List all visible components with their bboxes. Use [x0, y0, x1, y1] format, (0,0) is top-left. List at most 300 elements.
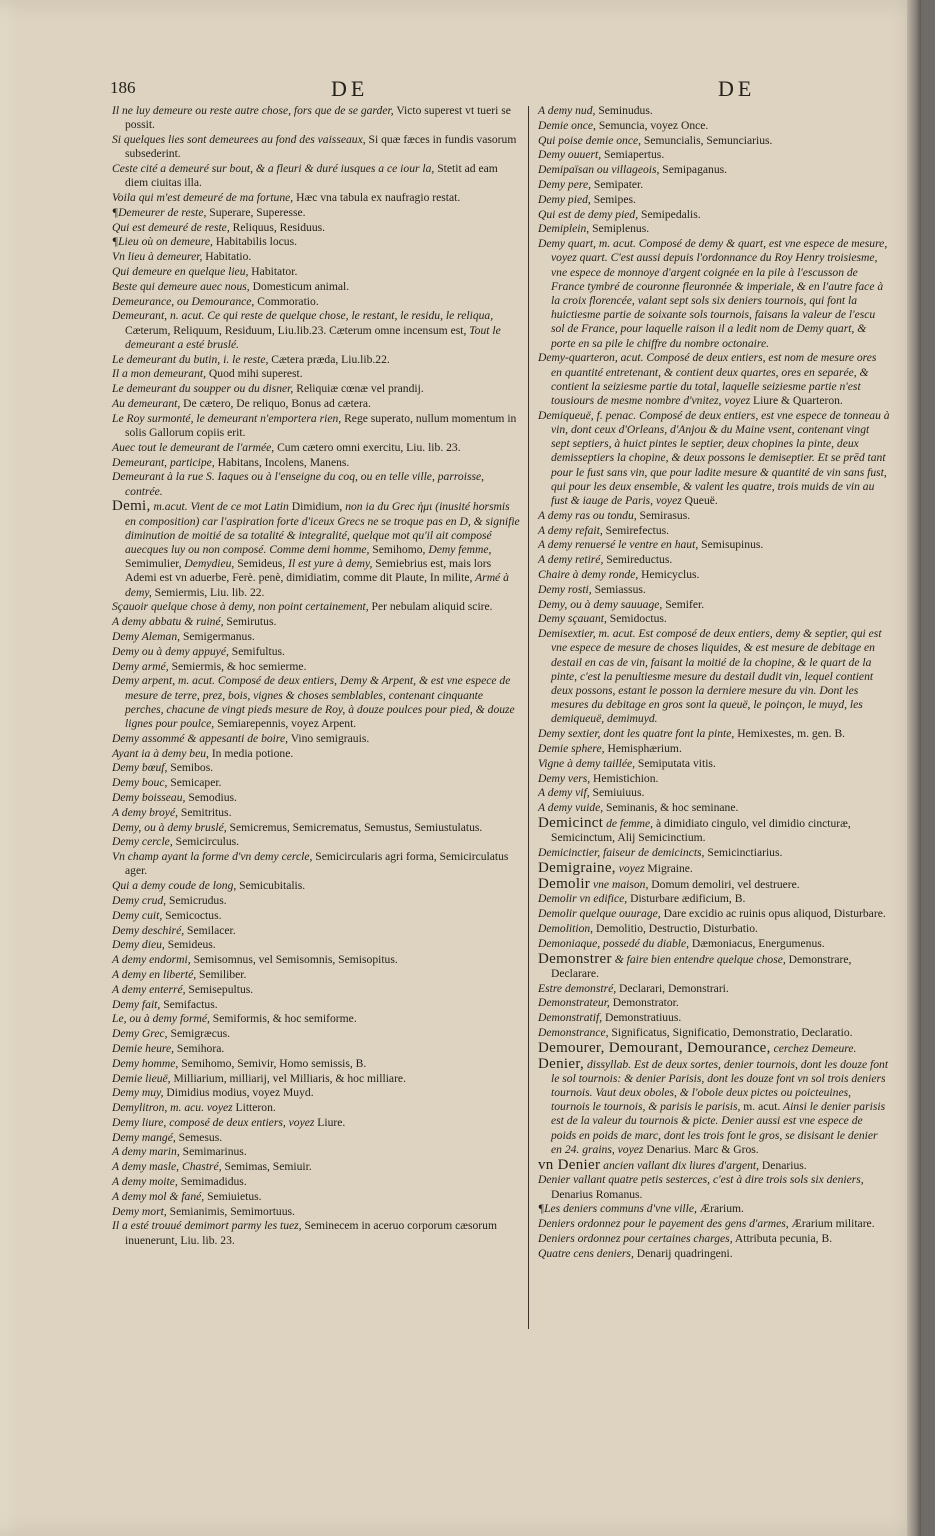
french-text: Demy, ou à demy sauuage, — [538, 597, 663, 611]
dictionary-entry — [538, 937, 890, 951]
french-text: Quatre cens deniers, — [538, 1246, 634, 1260]
french-text: Demy Aleman, — [112, 629, 181, 643]
latin-text: Liure. — [314, 1115, 346, 1129]
latin-text: Semisupinus. — [698, 538, 764, 552]
french-text: Qui poise demie once, — [538, 133, 642, 147]
french-text: Demie heure, — [112, 1041, 175, 1055]
french-text: Beste qui demeure auec nous, — [112, 279, 250, 293]
latin-text: Habitans, Incolens, Manens. — [214, 455, 350, 469]
latin-text: Denarius. — [759, 1158, 807, 1172]
french-text: Il a mon demeurant, — [112, 367, 207, 381]
latin-text: Seminecem in aceruo corporum cæsorum inuenerunt, Liu. lib. 23. — [125, 1219, 497, 1247]
page-number: 186 — [110, 78, 136, 97]
french-text: Demy boisseau, — [112, 790, 186, 804]
french-text: Le demeurant du soupper ou du disner, — [112, 382, 294, 396]
dictionary-entry — [538, 1158, 890, 1173]
french-text: A demy mol & fané, — [112, 1189, 205, 1203]
dictionary-entry — [538, 846, 890, 860]
latin-text: Semigræcus. — [167, 1027, 231, 1041]
french-text: Demy sextier, dont les quatre font la pinte, — [538, 727, 735, 741]
latin-text: Semipaganus. — [659, 163, 728, 177]
french-text: A demy broyé, — [112, 805, 178, 819]
french-text: Demie sphere, — [538, 742, 605, 755]
latin-text: Hemistichion. — [590, 771, 659, 785]
french-text: Vn lieu à demeurer, — [112, 250, 203, 264]
french-text: Denier vallant quatre petis sesterces, c'est à dire trois sols six deniers, — [538, 1173, 864, 1187]
dictionary-entry — [112, 1042, 520, 1056]
dictionary-entry — [112, 1145, 520, 1159]
french-text: Demy arpent, m. acut. Composé de deux entiers, Demy & Arpent, & est vne espece de mesure de terre, prez, bois, vignes & choses semblables, contenant cinquante perches, chacune de vingt pieds mesure de Roy, à douze poulces pour pied, & douze lignes pour poulce, — [112, 674, 515, 730]
latin-text: Dare excidio ac ruinis opus aliquod, Disturbare. — [660, 907, 886, 921]
french-text: Demonstrateur, — [538, 996, 610, 1010]
french-text: Demy cuit, — [112, 908, 163, 922]
dictionary-entry — [538, 892, 890, 906]
latin-text: Semimulier, — [125, 557, 182, 571]
french-text: Auec tout le demeurant de l'armée, — [112, 440, 275, 454]
latin-text: Victo superest vt tueri se possit. — [125, 104, 511, 132]
latin-text: Cætera præda, Liu.lib.22. — [268, 352, 390, 366]
latin-text: Habitatio. — [202, 250, 252, 264]
french-text: Deniers ordonnez pour le payement des gens d'armes, — [538, 1217, 789, 1231]
dictionary-entry — [112, 309, 520, 352]
latin-text: Vino semigrauis. — [288, 731, 370, 745]
dictionary-entry — [538, 1041, 890, 1056]
latin-text: Si quæ fæces in fundis vasorum subsederint. — [125, 133, 517, 161]
french-text: A demy abbatu & ruiné, — [112, 615, 224, 629]
latin-text: Hæc vna tabula ex naufragio restat. — [293, 191, 461, 204]
latin-text: Semigermanus. — [180, 629, 255, 643]
dictionary-entry — [538, 1026, 890, 1040]
latin-text: Semianimis, Semimortuus. — [166, 1204, 295, 1218]
latin-text: Semicircularis agri forma, Semicirculatus ager. — [125, 850, 509, 878]
latin-text: m. acut. — [740, 1100, 781, 1114]
french-text: Demy quart, m. acut. Composé de demy & quart, est vne espece de mesure, voyez quart. C'est aussi depuis l'ordonnance du Roy Henry troisiesme, vne espece de monnoye d'argent coignée en la pile à l'escusson de France tymbré de couronne fleuronnée & imperiale, & en l'autre face à la croix florencée, valant sept sols six deniers tournois, qui font la huictiesme partie de soixante sols tournois, faisans la valeur de l'escu sol de France, pour laquelle raison il a ledit nom de Demy quart, & porte en sa pile le chiffre du nombre octonaire. — [538, 237, 888, 350]
french-text: A demy endormi, — [112, 953, 191, 967]
latin-text: Cæterum, Reliquum, Residuum, Liu.lib.23. Cæterum omne incensum est, — [125, 323, 467, 337]
running-head-left: DE — [331, 76, 369, 101]
dictionary-entry — [112, 821, 520, 835]
dictionary-entry — [112, 1160, 520, 1174]
french-text: Demie lieuë, — [112, 1071, 171, 1085]
dictionary-entry — [112, 353, 520, 367]
french-text: Demy assommé & appesanti de boire, — [112, 731, 289, 745]
dictionary-entry — [112, 104, 520, 132]
latin-text: Semiliber. — [196, 967, 247, 981]
latin-text: Disturbare ædificium, B. — [627, 892, 746, 906]
latin-text: Semihora. — [174, 1041, 225, 1055]
headword: Demicinct — [538, 814, 604, 831]
headword: Denier, — [538, 1055, 585, 1072]
latin-text: Semodius. — [185, 790, 237, 804]
french-text: Ceste cité a demeuré sur bout, & a fleuri & duré iusques a ce iour la, — [112, 162, 435, 175]
latin-text: Semihomo, — [369, 542, 426, 556]
french-text: Demeurance, ou Demourance, — [112, 294, 255, 308]
french-text: Demy rosti, — [538, 582, 592, 596]
dictionary-entry — [538, 598, 890, 612]
french-text: de femme, — [603, 816, 654, 830]
latin-text: Dimidium, — [288, 500, 343, 514]
latin-text: Denarius Romanus. — [551, 1187, 643, 1201]
latin-text: Semireductus. — [603, 553, 673, 567]
dictionary-entry — [538, 1217, 890, 1231]
french-text: Demiplein, — [538, 222, 590, 236]
latin-text: Semicrudus. — [166, 893, 227, 907]
dictionary-entry — [538, 208, 890, 222]
dictionary-entry — [112, 1086, 520, 1100]
dictionary-entry — [538, 538, 890, 552]
french-text: Demie once, — [538, 118, 596, 132]
french-text: Demy muy, — [112, 1086, 164, 1100]
latin-text: Attributa pecunia, B. — [732, 1231, 833, 1245]
latin-text: Denarij quadringeni. — [633, 1246, 733, 1260]
dictionary-entry — [112, 470, 520, 498]
dictionary-entry — [538, 982, 890, 996]
dictionary-entry — [112, 456, 520, 470]
french-text: A demy retiré, — [538, 553, 604, 567]
dictionary-entry — [538, 801, 890, 815]
french-text: vne maison, — [590, 877, 649, 891]
latin-text: Semiputata vitis. — [635, 756, 716, 770]
latin-text: Semimas, Semiuir. — [221, 1160, 312, 1174]
french-text: Armé à demy, — [125, 571, 509, 599]
latin-text: Seminanis, & hoc seminane. — [603, 801, 739, 815]
right-column — [538, 104, 890, 1262]
french-text: A demy nud, — [538, 104, 596, 117]
latin-text: Habitabilis locus. — [212, 235, 297, 249]
french-text: Demy deschiré, — [112, 923, 185, 937]
latin-text: Milliarium, milliarij, vel Milliaris, & hoc milliare. — [170, 1071, 406, 1085]
latin-text: Hemixestes, m. gen. B. — [734, 727, 846, 741]
latin-text: Semitritus. — [178, 805, 232, 819]
dictionary-entry — [112, 295, 520, 309]
french-text: Demeurant, participe, — [112, 455, 215, 469]
dictionary-entry — [112, 235, 520, 249]
french-text: A demy refait, — [538, 523, 603, 537]
latin-text: Semicubitalis. — [236, 879, 306, 893]
french-text: Demipaïsan ou villageois, — [538, 163, 660, 177]
dictionary-entry — [112, 630, 520, 644]
latin-text: Semilacer. — [184, 923, 236, 937]
dictionary-entry — [112, 1012, 520, 1026]
french-text: Demy vers, — [538, 771, 591, 785]
dictionary-entry — [112, 412, 520, 440]
dictionary-entry — [112, 909, 520, 923]
latin-text: Reliquus, Residuus. — [229, 220, 326, 234]
dictionary-entry — [112, 191, 520, 205]
french-text: Qui est de demy pied, — [538, 207, 639, 221]
latin-text: Semihomo, Semivir, Homo semissis, B. — [178, 1056, 367, 1070]
french-text: A demy vuide, — [538, 801, 604, 815]
latin-text: Semimadidus. — [177, 1175, 247, 1189]
running-head — [0, 76, 907, 106]
dictionary-entry — [112, 850, 520, 878]
french-text: Demy Grec, — [112, 1027, 168, 1041]
latin-text: Declarari, Demonstrari. — [616, 981, 729, 995]
dictionary-entry — [538, 1202, 890, 1216]
latin-text: Semibos. — [167, 761, 214, 775]
latin-text: Semicirculus. — [172, 835, 240, 849]
latin-text: Semidoctus. — [606, 612, 667, 626]
latin-text: Semisomnus, vel Semisomnis, Semisopitus. — [190, 953, 398, 967]
dictionary-entry — [112, 1175, 520, 1189]
column-divider — [528, 106, 529, 1329]
headword: Demolir — [538, 875, 591, 892]
latin-text: Semiuiuus. — [589, 786, 645, 800]
page-edge — [907, 0, 921, 1536]
french-text: Qui a demy coude de long, — [112, 879, 237, 893]
latin-text: Dæmoniacus, Energumenus. — [689, 936, 825, 950]
latin-text: à dimidiato cingulo, vel dimidio cincturæ, Semicinctum, Alij Semicinctium. — [551, 816, 851, 845]
dictionary-entry — [538, 193, 890, 207]
french-text: A demy en liberté, — [112, 967, 197, 981]
latin-text: Semuncialis, Semunciarius. — [641, 133, 773, 147]
latin-text: Domesticum animal. — [249, 279, 350, 293]
french-text: Demoniaque, possedé du diable, — [538, 936, 690, 950]
latin-text: Semimarinus. — [179, 1145, 247, 1159]
dictionary-entry — [112, 968, 520, 982]
french-text: A demy moite, — [112, 1175, 178, 1189]
latin-text: Significatus, Significatio, Demonstratio, Declaratio. — [608, 1025, 853, 1039]
dictionary-entry — [538, 996, 890, 1010]
french-text: Le Roy surmonté, le demeurant n'emportera rien, — [112, 411, 342, 425]
latin-text: Semifultus. — [228, 644, 285, 658]
latin-text: Semuncia, voyez Once. — [595, 118, 709, 132]
dictionary-entry — [112, 1219, 520, 1247]
french-text: Demy bœuf, — [112, 761, 168, 775]
dictionary-entry — [112, 133, 520, 161]
dictionary-entry — [112, 367, 520, 381]
dictionary-entry — [112, 441, 520, 455]
latin-text: Semipater. — [591, 177, 644, 191]
latin-text: Semifer. — [662, 597, 705, 611]
latin-text: Semiassus. — [591, 582, 646, 596]
dictionary-entry — [538, 104, 890, 118]
french-text: Demisextier, m. acut. Est composé de deux entiers, demy & septier, qui est vne espece de mesure de choses liquides, & est mesure de debitage en destail en cas de vin, faisant la moitié de la chopine, & le quart de la pinte, c'est la penultiesme mesure du destail dudit vin, lequel contient deux possons, estant le posson la derniere mesure du vin. Dont les mesures du debitage en gros sont la queuë, le poinçon, le muyd, les demiqueuë, demimuyd. — [538, 627, 882, 726]
french-text: A demy renuersé le ventre en haut, — [538, 538, 699, 552]
latin-text: Semiermis, & hoc semierme. — [168, 659, 307, 673]
latin-text: Stetit ad eam diem ciuitas illa. — [125, 162, 498, 190]
dictionary-entry — [112, 382, 520, 396]
dictionary-entry — [112, 938, 520, 952]
dictionary-entry — [538, 877, 890, 892]
french-text: Le, ou à demy formé, — [112, 1012, 210, 1026]
dictionary-entry — [112, 791, 520, 805]
dictionary-entry — [112, 747, 520, 761]
headword: Demigraine, — [538, 859, 616, 876]
french-text: voyez — [615, 861, 645, 875]
dictionary-entry — [112, 953, 520, 967]
french-text: Qui demeure en quelque lieu, — [112, 264, 249, 278]
french-text: Deniers ordonnez pour certaines charges, — [538, 1231, 733, 1245]
dictionary-entry — [112, 1116, 520, 1130]
french-text: Vigne à demy taillée, — [538, 756, 636, 770]
dictionary-entry — [538, 1173, 890, 1201]
dictionary-entry — [112, 732, 520, 746]
dictionary-entry — [538, 627, 890, 726]
dictionary-entry — [538, 553, 890, 567]
dictionary-entry — [538, 583, 890, 597]
dictionary-entry — [112, 162, 520, 190]
dictionary-entry — [112, 1101, 520, 1115]
french-text: Demy bouc, — [112, 776, 168, 790]
french-text: Demy-quarteron, acut. Composé de deux entiers, est nom de mesure ores en quantité entretenant, & contient deux quartes, ores en separée, & contient la seiziesme partie du total, laquelle seiziesme partie n'est tousiours de mesme nombre d'vnitez, voyez — [538, 351, 877, 407]
dictionary-entry — [112, 660, 520, 674]
dictionary-entry — [538, 612, 890, 626]
french-text: Il ne luy demeure ou reste autre chose, fors que de se garder, — [112, 104, 394, 117]
dictionary-entry — [112, 1131, 520, 1145]
french-text: Demeurant à la rue S. Iaques ou à l'enseigne du coq, ou en telle ville, parroisse, contrée. — [112, 470, 485, 498]
dictionary-entry — [538, 237, 890, 351]
latin-text: Reliquiæ cœnæ vel prandij. — [293, 382, 424, 396]
latin-text: Queuë. — [681, 494, 718, 508]
french-text: Demeurant, n. acut. Ce qui reste de quelque chose, le restant, le residu, le reliqua, — [112, 309, 494, 323]
french-text: Demylitron, m. acu. voyez — [112, 1101, 233, 1115]
latin-text: Semiapertus. — [601, 148, 665, 162]
dictionary-entry — [538, 351, 890, 408]
latin-text: Rege superato, nullum momentum in solis Gallorum copiis erit. — [125, 411, 517, 439]
latin-text: Marc & Gros. — [691, 1142, 759, 1156]
dictionary-entry — [112, 776, 520, 790]
dictionary-entry — [538, 786, 890, 800]
french-text: Voila qui m'est demeuré de ma fortune, — [112, 191, 294, 204]
dictionary-entry — [538, 568, 890, 582]
dictionary-entry — [538, 1011, 890, 1025]
dictionary-entry — [112, 806, 520, 820]
dictionary-entry — [112, 206, 520, 220]
latin-text: Semirefectus. — [602, 523, 670, 537]
latin-text: Semiarepennis, voyez Arpent. — [214, 716, 357, 730]
latin-text: Ærarium. — [696, 1202, 744, 1216]
french-text: Si quelques lies sont demeurees au fond des vaisseaux, — [112, 133, 366, 146]
french-text: Estre demonstré, — [538, 981, 617, 995]
latin-text: Dimidius modius, voyez Muyd. — [163, 1086, 314, 1100]
dictionary-entry — [112, 879, 520, 893]
french-text: Qui est demeuré de reste, — [112, 220, 230, 234]
dictionary-entry — [112, 1205, 520, 1219]
french-text: Demonstrance, — [538, 1025, 609, 1039]
french-text: Demy fait, — [112, 997, 161, 1011]
latin-text: Semideus. — [164, 938, 216, 952]
french-text: Demy mort, — [112, 1204, 167, 1218]
dictionary-entry — [112, 250, 520, 264]
latin-text: Demonstratiuus. — [602, 1011, 682, 1025]
latin-text: Semiplenus. — [589, 222, 650, 236]
french-text: ¶Lieu où on demeure, — [112, 235, 213, 249]
dictionary-entry — [538, 772, 890, 786]
latin-text: Semiuietus. — [204, 1189, 262, 1203]
dictionary-entry — [112, 983, 520, 997]
french-text: Demy ouuert, — [538, 148, 602, 162]
french-text: Au demeurant, — [112, 396, 181, 410]
headword: Demi, — [112, 498, 151, 515]
dictionary-entry — [112, 1027, 520, 1041]
french-text: Demy, ou à demy bruslé, — [112, 820, 227, 834]
french-text: Demolir vn edifice, — [538, 892, 628, 906]
dictionary-entry — [112, 280, 520, 294]
dictionary-entry — [112, 1057, 520, 1071]
french-text: Demy pied, — [538, 192, 591, 206]
latin-text: Liure & Quarteron. — [750, 394, 843, 407]
french-text: Sçauoir quelque chose à demy, non point certainement, — [112, 600, 369, 614]
french-text: Demicinctier, faiseur de demicincts, — [538, 845, 705, 859]
dictionary-entry — [112, 600, 520, 614]
french-text: A demy enterré, — [112, 982, 186, 996]
french-text: Demy dieu, — [112, 938, 165, 952]
latin-text: Semicoctus. — [162, 908, 222, 922]
french-text: Demy homme, — [112, 1056, 179, 1070]
french-text: ¶Les deniers communs d'vne ville, — [538, 1202, 697, 1216]
dictionary-entry — [112, 894, 520, 908]
latin-text: Semiebrius est, mais lors Ademi est vn aduerbe, Ferè. penè, dimidiatim, comme dit Plaute, In milite, — [125, 557, 492, 585]
french-text: & faire bien entendre quelque chose, — [611, 952, 786, 966]
french-text: Demy mangé, — [112, 1130, 176, 1144]
dictionary-entry — [538, 1232, 890, 1246]
dictionary-entry — [538, 524, 890, 538]
running-head-right: DE — [718, 76, 756, 101]
french-text: A demy vif, — [538, 786, 590, 800]
french-text: ¶Demeurer de reste, — [112, 205, 207, 219]
dictionary-entry — [538, 816, 890, 845]
french-text: Tout le demeurant a esté bruslé. — [125, 323, 501, 351]
french-text: Il a esté trouué demimort parmy les tuez, — [112, 1219, 302, 1233]
latin-text: Ærarium militare. — [788, 1217, 875, 1231]
french-text: Il est yure à demy, — [285, 557, 373, 571]
latin-text: Cum cætero omni exercitu, Liu. lib. 23. — [274, 440, 461, 454]
dictionary-entry — [538, 1057, 890, 1157]
latin-text: Commoratio. — [254, 294, 319, 308]
dictionary-entry — [112, 998, 520, 1012]
latin-text: Semicaper. — [167, 776, 222, 790]
latin-text: Migraine. — [644, 861, 693, 875]
latin-text: De cætero, De reliquo, Bonus ad cætera. — [180, 396, 371, 410]
dictionary-entry — [112, 645, 520, 659]
latin-text: Denarius. — [643, 1142, 692, 1156]
latin-text: Semiformis, & hoc semiforme. — [209, 1012, 357, 1026]
dictionary-entry — [112, 499, 520, 599]
dictionary-entry — [538, 952, 890, 981]
french-text: Demonstratif, — [538, 1011, 603, 1025]
french-text: Ayant ia à demy beu, — [112, 746, 209, 760]
dictionary-entry — [112, 1072, 520, 1086]
dictionary-entry — [538, 119, 890, 133]
french-text: Demy crud, — [112, 893, 167, 907]
french-text: Demy liure, composé de deux entiers, voyez — [112, 1115, 315, 1129]
french-text: Demolition, — [538, 921, 594, 935]
dictionary-entry — [538, 163, 890, 177]
french-text: Demy armé, — [112, 659, 169, 673]
latin-text: Semisepultus. — [185, 982, 254, 996]
french-text: Demiqueuë, f. penac. Composé de deux entiers, est vne espece de tonneau à vin, dont ceux d'Orleans, d'Anjou & du Maine vsent, contenant vingt sept septiers, à huict pintes le septier, deux chopines la pinte, deux demisseptiers la chopine, & deux possons le demiseptier. Et se prēd tant pour le fust sans vin, que pour ladite mesure & quantité de vin sans fust, qui pour les deux ensemble, & valent les quatre, trois muids de vin au fust & iauge de Paris, voyez — [538, 408, 890, 508]
dictionary-entry — [538, 1247, 890, 1261]
dictionary-entry — [538, 861, 890, 876]
dictionary-entry — [538, 509, 890, 523]
latin-text: Semicinctiarius. — [704, 845, 783, 859]
latin-text: In media potione. — [208, 746, 294, 760]
latin-text: Demonstrator. — [609, 996, 679, 1010]
latin-text: Litteron. — [232, 1101, 276, 1115]
dictionary-entry — [112, 615, 520, 629]
french-text: dissyllab. Est de deux sortes, denier tournois, dont les douze font le sol tournois: & denier Parisis, dont les douze font vn sol trois deniers tournois. Vaut deux oboles, & l'obole deux pictes ou poicteuines, tournois le tournois, & parisis le parisis, — [551, 1057, 889, 1114]
french-text: ancien vallant dix liures d'argent, — [600, 1158, 760, 1172]
headword: vn Denier — [538, 1156, 601, 1173]
latin-text: Semideus, — [234, 557, 286, 571]
latin-text: Semiermis, Liu. lib. 22. — [151, 585, 265, 599]
headword: Demourer, Demourant, Demourance, — [538, 1039, 771, 1056]
french-text: Demolir quelque ouurage, — [538, 907, 661, 921]
french-text: A demy ras ou tondu, — [538, 508, 637, 522]
dictionary-entry — [112, 265, 520, 279]
dictionary-entry — [112, 221, 520, 235]
